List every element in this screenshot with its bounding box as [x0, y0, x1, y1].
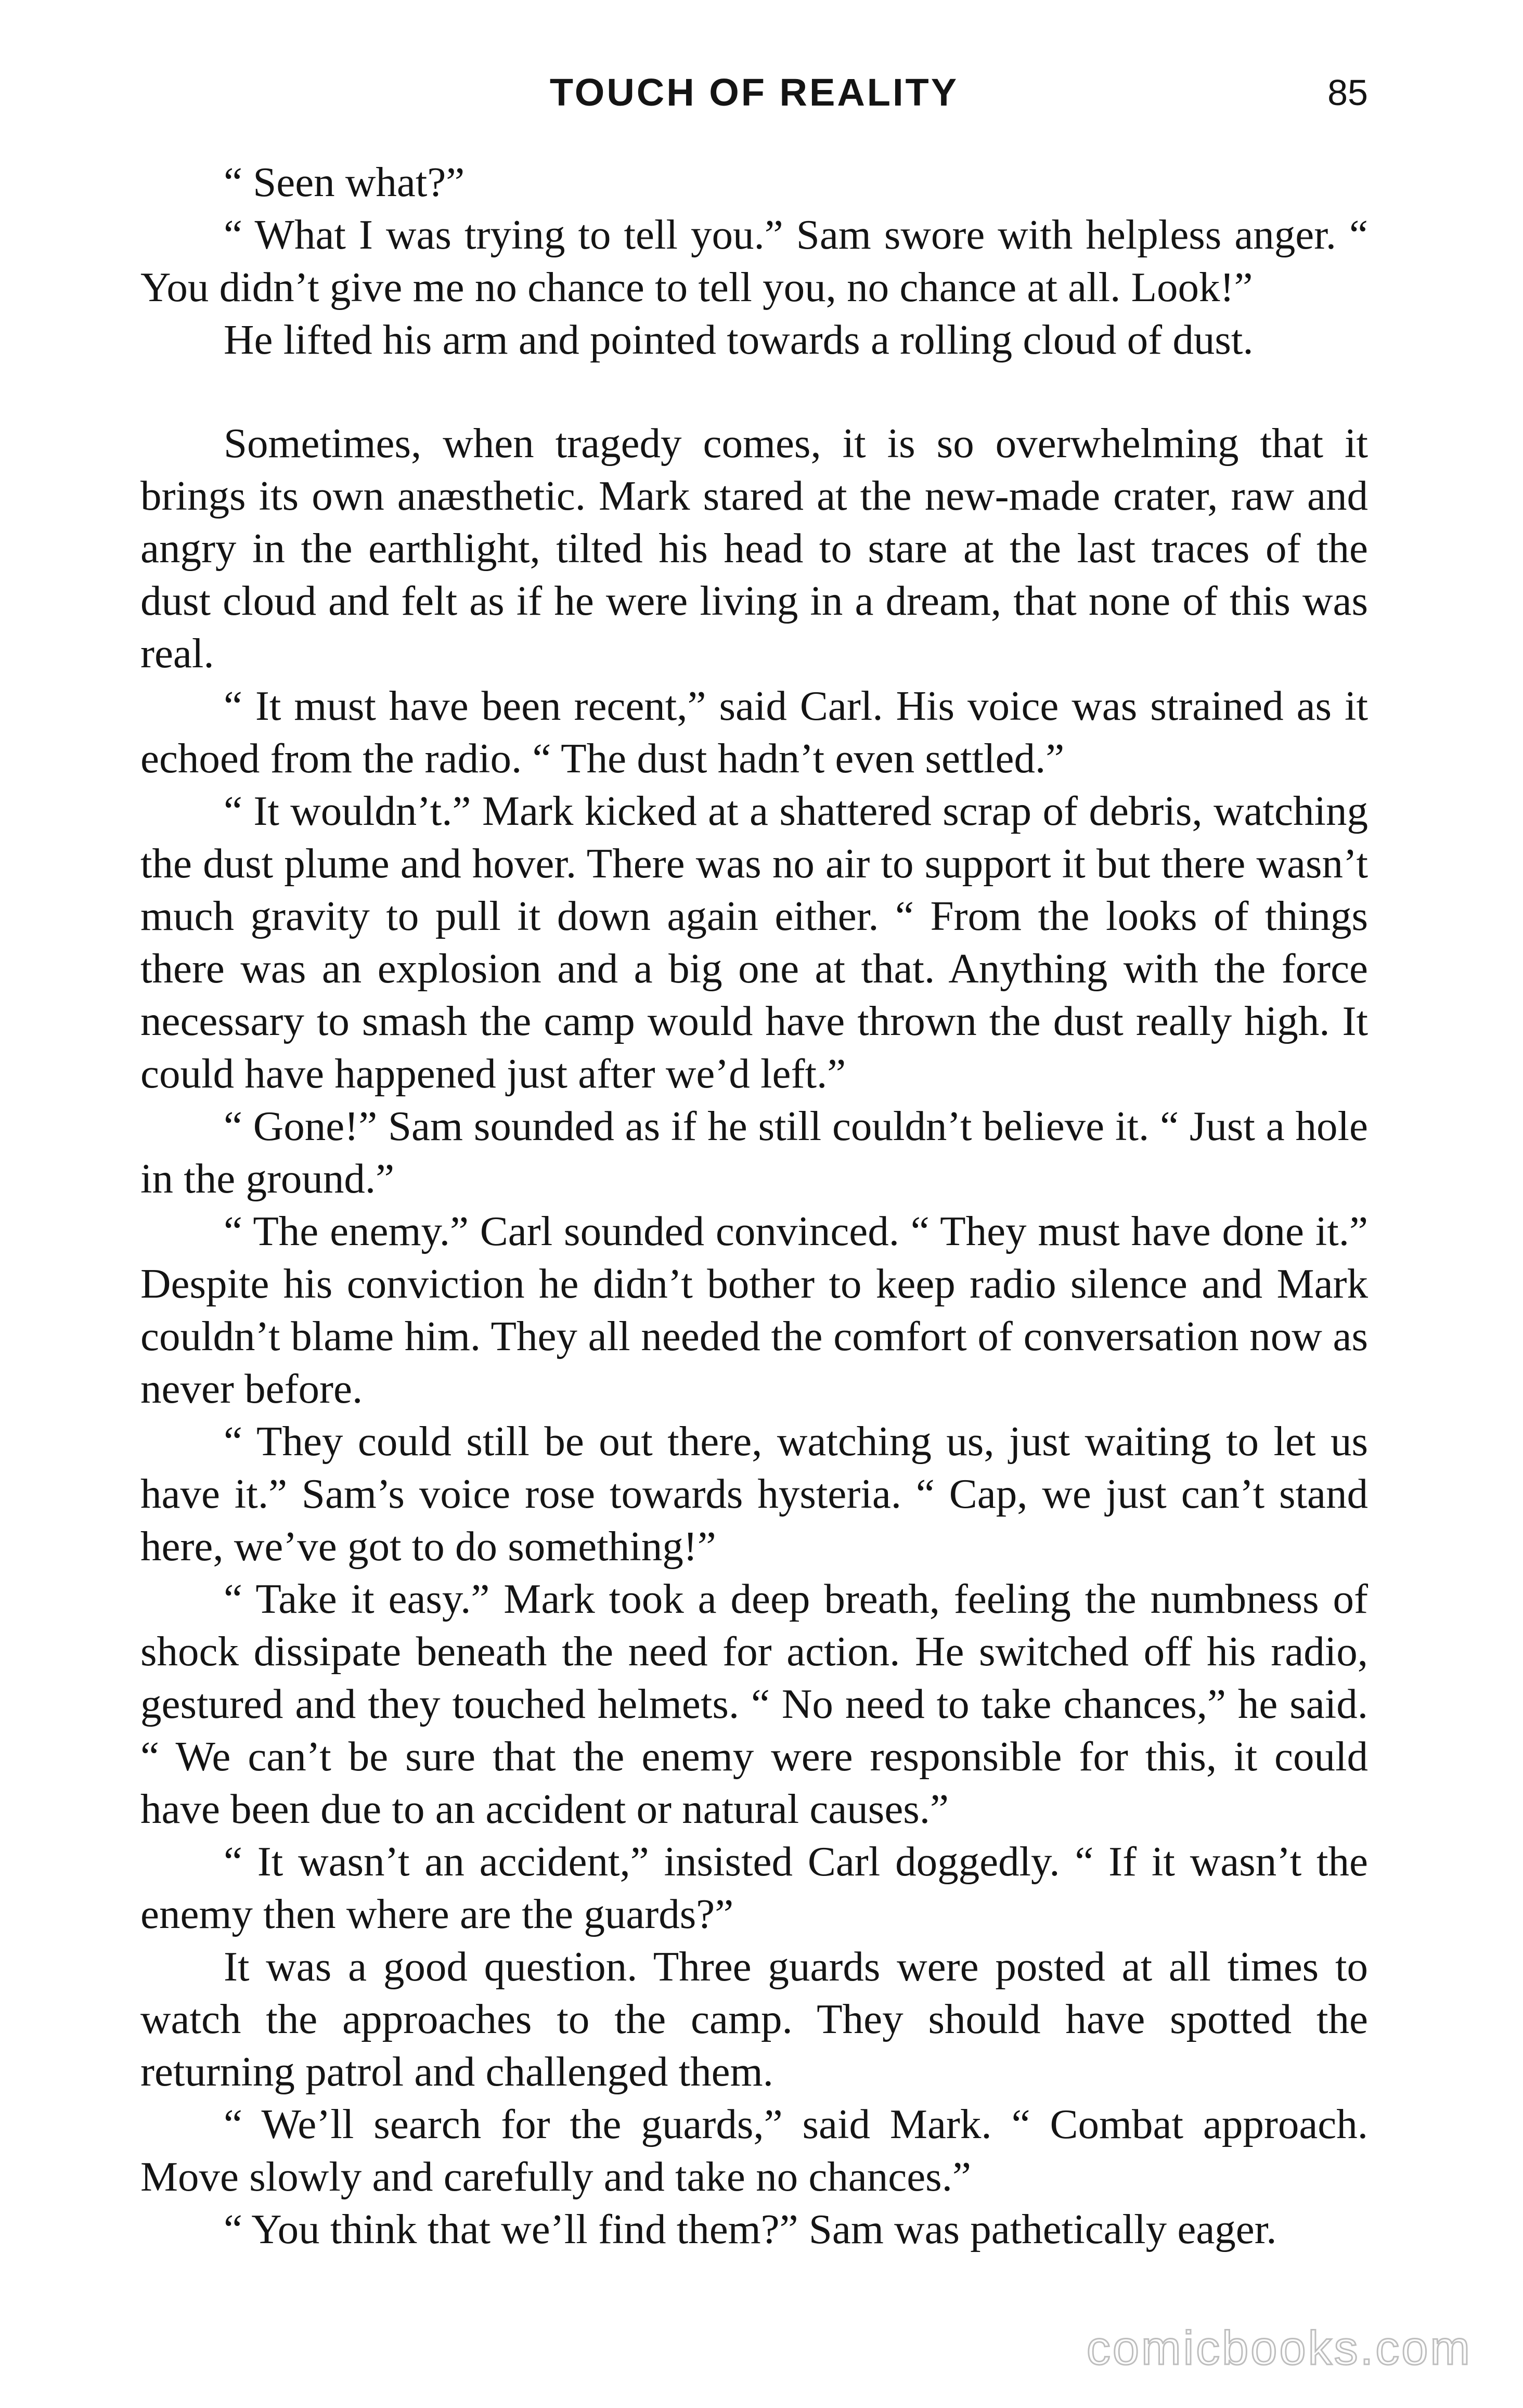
- body-text: [140, 156, 1368, 2256]
- paragraph-8: “ The enemy.” Carl sounded convinced. “ They must have done it.” Despite his conviction he didn’t bother to keep radio silence and Mark couldn’t blame him. They all needed the comfort of conversation now as never before.: [140, 1208, 1368, 1412]
- paragraph-13: “ We’ll search for the guards,” said Mark. “ Combat approach. Move slowly and carefully and take no chances.”: [140, 2101, 1368, 2200]
- page-number: 85: [1327, 72, 1368, 113]
- paragraph-1: “ Seen what?”: [224, 159, 465, 205]
- paragraph-12: It was a good question. Three guards were posted at all times to watch the approaches to the camp. They should have spotted the returning patrol and challenged them.: [140, 1943, 1368, 2095]
- paragraph-3: He lifted his arm and pointed towards a rolling cloud of dust.: [224, 316, 1254, 363]
- running-head: [140, 61, 1368, 124]
- paragraph-9: “ They could still be out there, watching us, just waiting to let us have it.” Sam’s voice rose towards hysteria. “ Cap, we just can’t stand here, we’ve got to do something!”: [140, 1418, 1368, 1570]
- paragraph-11: “ It wasn’t an accident,” insisted Carl doggedly. “ If it wasn’t the enemy then where are the guards?”: [140, 1838, 1368, 1937]
- paragraph-10: “ Take it easy.” Mark took a deep breath, feeling the numbness of shock dissipate beneath the need for action. He switched off his radio, gestured and they touched helmets. “ No need to take chances,” he said. “ We can’t be sure that the enemy were responsible for this, it could have been due to an accident or natural causes.”: [140, 1575, 1368, 1832]
- paragraph-7: “ Gone!” Sam sounded as if he still couldn’t believe it. “ Just a hole in the ground.”: [140, 1103, 1368, 1202]
- paragraph-4: Sometimes, when tragedy comes, it is so overwhelming that it brings its own anæsthetic. Mark stared at the new-made crater, raw and angry in the earthlight, tilted his head to stare at the last traces of the dust cloud and felt as if he were living in a dream, that none of this was real.: [140, 420, 1368, 677]
- paragraph-5: “ It must have been recent,” said Carl. His voice was strained as it echoed from the radio. “ The dust hadn’t even settled.”: [140, 682, 1368, 782]
- chapter-title: TOUCH OF REALITY: [549, 71, 959, 114]
- paragraph-2: “ What I was trying to tell you.” Sam swore with helpless anger. “ You didn’t give me no chance to tell you, no chance at all. Look!”: [140, 211, 1368, 310]
- watermark: comicbooks.com: [1086, 2322, 1472, 2375]
- paragraph-6: “ It wouldn’t.” Mark kicked at a shattered scrap of debris, watching the dust plume and hover. There was no air to support it but there wasn’t much gravity to pull it down again either. “ From the looks of things there was an explosion and a big one at that. Anything with the force necessary to smash the camp would have thrown the dust really high. It could have happened just after we’d left.”: [140, 787, 1368, 1097]
- paragraph-14: “ You think that we’ll find them?” Sam was pathetically eager.: [224, 2206, 1277, 2252]
